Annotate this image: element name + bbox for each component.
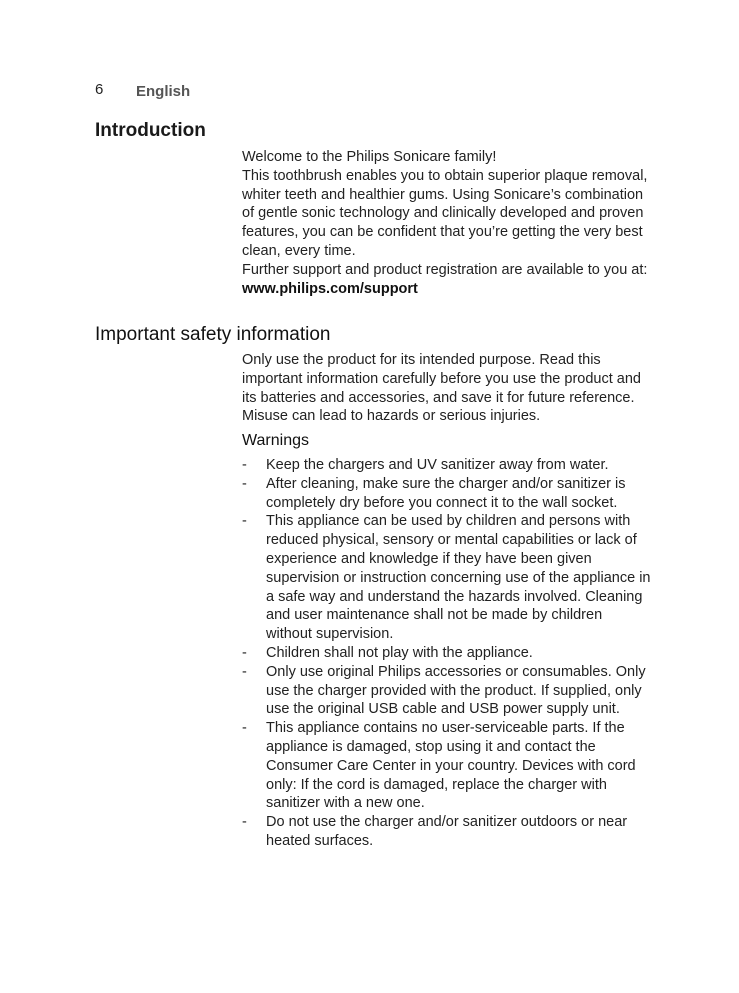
warning-item [242,719,652,813]
warning-item [242,512,652,644]
introduction-body [242,148,652,298]
intro-paragraph: This toothbrush enables you to obtain superior plaque removal, whiter teeth and healthier gums. Using Sonicare’s combination of gentle sonic technology and clinically developed and proven features, you can be confident that you’re getting the very best clean, every time. [242,167,648,259]
warning-text: After cleaning, make sure the charger and/or sanitizer is completely dry before you connect it to the wall socket. [266,475,626,511]
warning-item [242,644,652,663]
warnings-list [242,456,652,851]
bullet-dash: - [242,513,247,530]
warning-item [242,663,652,719]
warning-text: This appliance contains no user-serviceable parts. If the appliance is damaged, stop using it and contact the Consumer Care Center in your country. Devices with cord only: If the cord is damaged, replace the charger with sanitizer with a new one. [266,720,636,812]
support-text: Further support and product registration are available to you at: [242,261,648,278]
bullet-dash: - [242,814,247,831]
support-paragraph [242,261,652,299]
warning-text: Keep the chargers and UV sanitizer away from water. [266,456,609,473]
page-number: 6 [95,81,104,98]
bullet-dash: - [242,720,247,737]
warning-text: Only use original Philips accessories or consumables. Only use the charger provided with the product. If supplied, only use the original USB cable and USB power supply unit. [266,663,646,718]
bullet-dash: - [242,475,247,492]
safety-title: Important safety information [95,324,331,345]
warnings-heading: Warnings [242,432,309,450]
warning-item [242,813,652,851]
safety-intro: Only use the product for its intended purpose. Read this important information carefully before you use the product and its batteries and accessories, and save it for future reference. Misuse can lead to hazards or serious injuries. [242,352,641,425]
bullet-dash: - [242,644,247,661]
header-language: English [136,83,191,100]
bullet-dash: - [242,456,247,473]
warning-item [242,475,652,513]
warning-text: This appliance can be used by children and persons with reduced physical, sensory or mental capabilities or lack of experience and knowledge if they have been given supervision or instruction concerning use of the appliance in a safe way and understand the hazards involved. Cleaning and user maintenance shall not be made by children without supervision. [266,513,651,643]
warning-text: Children shall not play with the appliance. [266,644,533,661]
support-url-link[interactable]: www.philips.com/support [242,280,418,297]
intro-paragraph: Welcome to the Philips Sonicare family! [242,149,497,165]
warning-text: Do not use the charger and/or sanitizer outdoors or near heated surfaces. [266,814,628,849]
warning-item [242,456,652,475]
introduction-title: Introduction [95,120,206,141]
bullet-dash: - [242,663,247,680]
safety-body [242,351,652,851]
